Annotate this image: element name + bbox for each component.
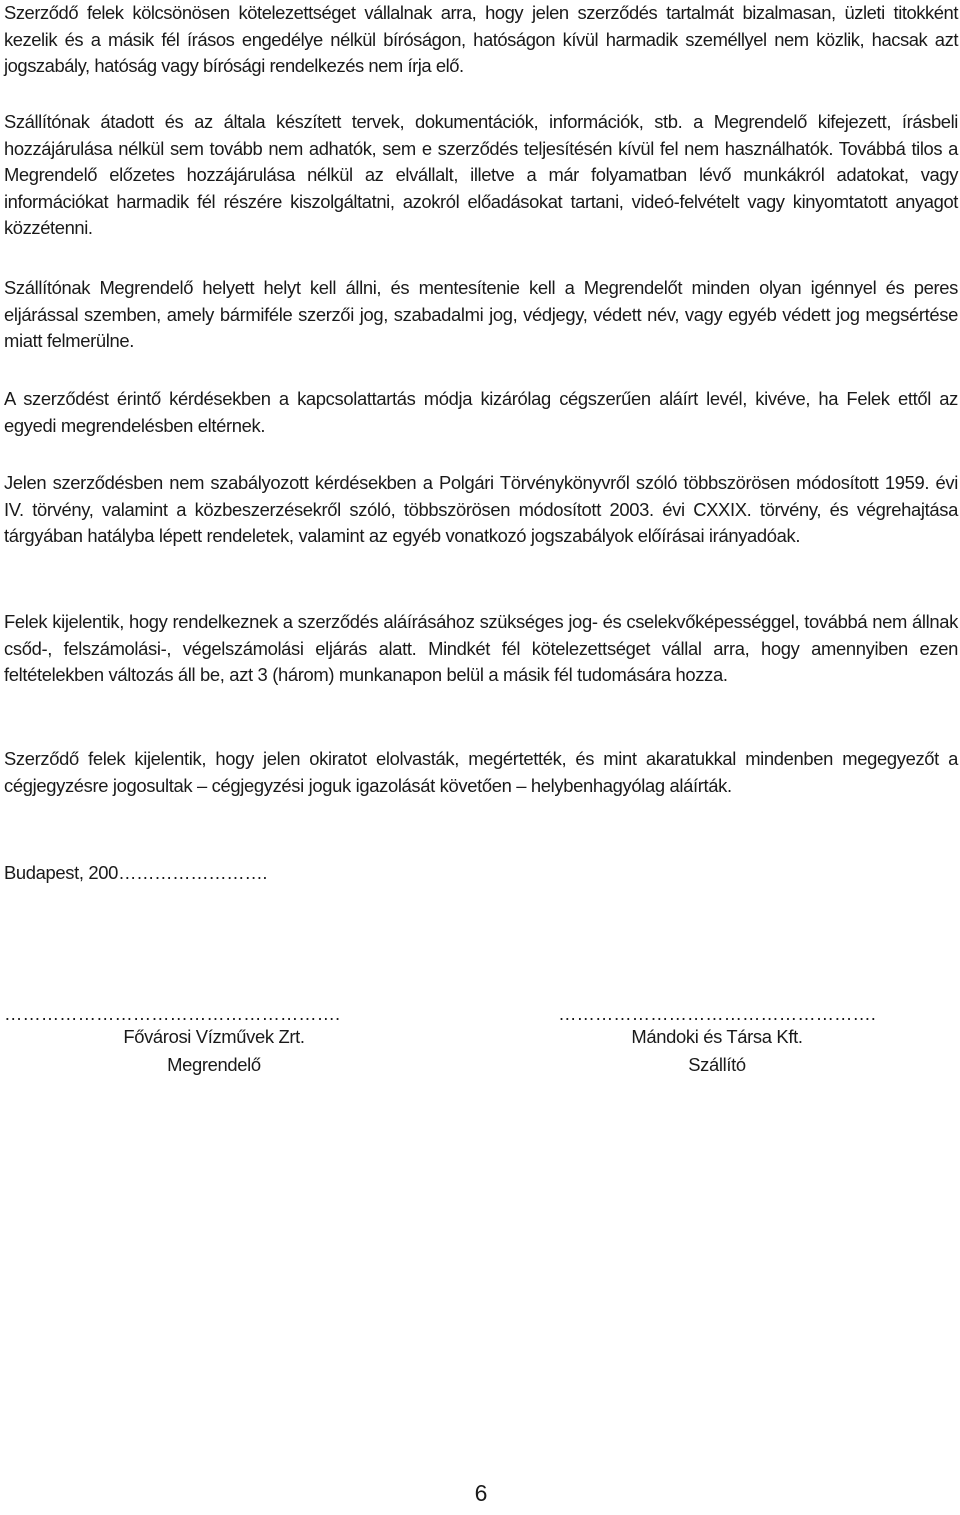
place-and-date: Budapest, 200…………………….	[4, 862, 268, 883]
signatory-role: Megrendelő	[167, 1054, 261, 1075]
signature-block-supplier	[492, 1005, 942, 1079]
paragraph-confidentiality: Szerződő felek kölcsönösen kötelezettséget vállalnak arra, hogy jelen szerződés tartalmát bizalmasan, üzleti titokként kezelik és a másik fél írásos engedélye nélkül bíróságon, hatóságon kívül harmadik személlyel nem közlik, hacsak azt jogszabály, hatóság vagy bírósági rendelkezés nem írja elő.	[4, 2, 958, 76]
paragraph-capacity: Felek kijelentik, hogy rendelkeznek a szerződés aláírásához szükséges jog- és cselekvőképességgel, továbbá nem állnak csőd-, felszámolási-, végelszámolási eljárás alatt. Mindkét fél kötelezettséget vállal arra, hogy amennyiben ezen feltételekben változás áll be, azt 3 (három) munkanapon belül a másik fél tudomására hozza.	[4, 611, 958, 685]
paragraph-indemnity: Szállítónak Megrendelő helyett helyt kell állni, és mentesítenie kell a Megrendelőt minden olyan igénnyel és peres eljárással szemben, amely bármiféle szerzői jog, szabadalmi jog, védjegy, védett név, vagy egyéb védett jog megsértése miatt felmerülne.	[4, 277, 958, 351]
paragraph-communication: A szerződést érintő kérdésekben a kapcsolattartás módja kizárólag cégszerűen aláírt levél, kivéve, ha Felek ettől az egyedi megrendelésben eltérnek.	[4, 388, 958, 436]
signatory-role: Szállító	[688, 1054, 746, 1075]
signature-line: …………………………………………….	[558, 1003, 876, 1024]
paragraph-declaration: Szerződő felek kijelentik, hogy jelen okiratot elolvasták, megértették, és mint akaratukkal mindenben megegyezőt a cégjegyzésre jogosultak – cégjegyzési joguk igazolását követően – helybenhagyólag aláírták.	[4, 748, 958, 796]
page-number: 6	[474, 1480, 488, 1506]
document-page	[4, 0, 958, 1515]
signatory-name: Mándoki és Társa Kft.	[631, 1026, 803, 1047]
signature-block-customer	[0, 1005, 439, 1079]
signature-line: ……………………………………………….	[4, 1003, 341, 1024]
signatory-name: Fővárosi Vízművek Zrt.	[123, 1026, 305, 1047]
paragraph-governing-law: Jelen szerződésben nem szabályozott kérdésekben a Polgári Törvénykönyvről szóló többszörösen módosított 1959. évi IV. törvény, valamint a közbeszerzésekről szóló, többszörösen módosított 2003. évi CXXIX. törvény, és végrehajtása tárgyában hatályba lépett rendeletek, valamint az egyéb vonatkozó jogszabályok előírásai irányadóak.	[4, 472, 958, 546]
paragraph-documentation: Szállítónak átadott és az általa készített tervek, dokumentációk, információk, stb. a Megrendelő kifejezett, írásbeli hozzájárulása nélkül sem tovább nem adhatók, sem e szerződés teljesítésén kívül fel nem használhatók. Továbbá tilos a Megrendelő előzetes hozzájárulása nélkül az elvállalt, illetve a már folyamatban lévő munkákról adatokat, vagy információkat harmadik fél részére kiszolgáltatni, azokról előadásokat tartani, videó-felvételt vagy kinyomtatott anyagot közzétenni.	[4, 111, 958, 238]
